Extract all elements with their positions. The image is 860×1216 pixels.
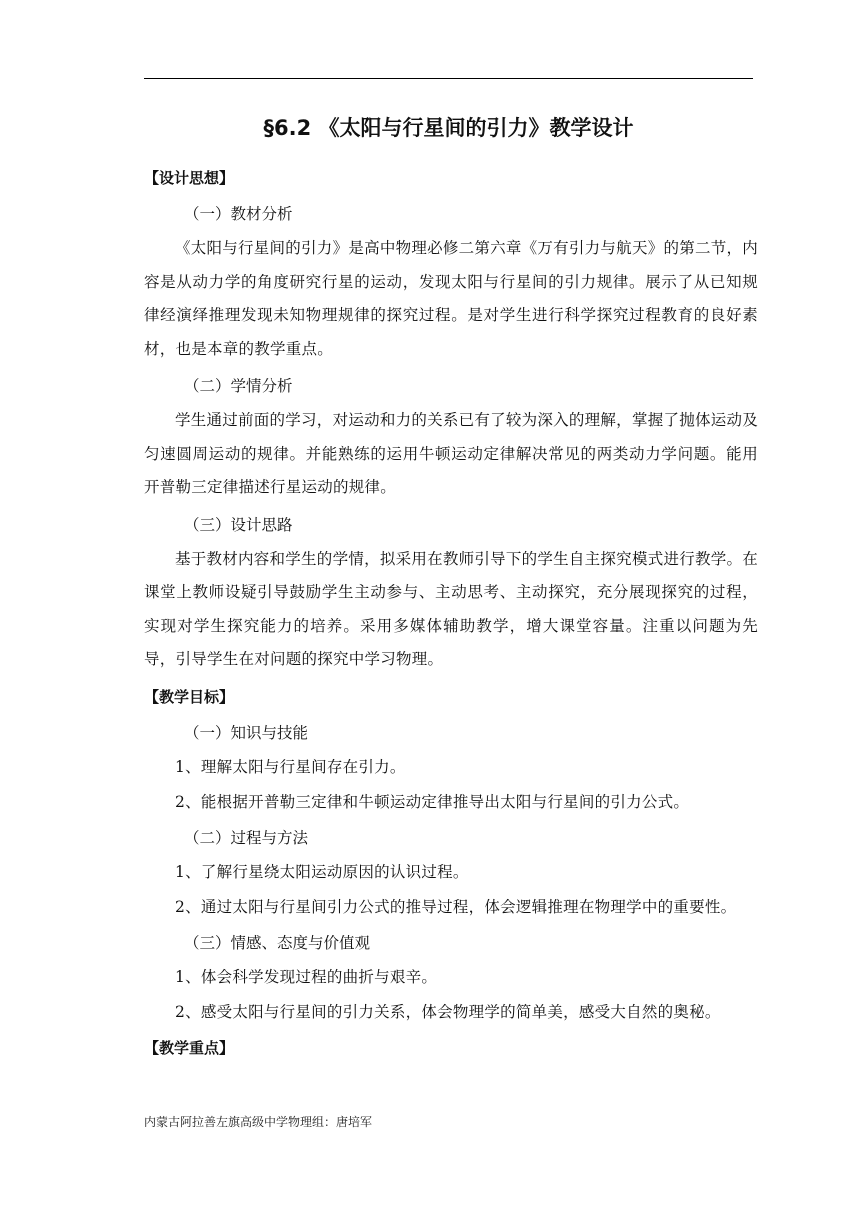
paragraph-textbook-analysis: 《太阳与行星间的引力》是高中物理必修二第六章《万有引力与航天》的第二节，内容是从动力学的角度研究行星的运动，发现太阳与行星间的引力规律。展示了从已知规律经演绎推理发现未知物理规律的探究过程。是对学生进行科学探究过程教育的良好素材，也是本章的教学重点。 xyxy=(144,239,758,358)
section-heading-design: 【设计思想】 xyxy=(144,169,235,187)
subheading-values: （三）情感、态度与价值观 xyxy=(184,933,371,952)
header-rule xyxy=(144,78,753,79)
paragraph-student-analysis: 学生通过前面的学习，对运动和力的关系已有了较为深入的理解，掌握了抛体运动及匀速圆周运动的规律。并能熟练的运用牛顿运动定律解决常见的两类动力学问题。能用开普勒三定律描述行星运动的规律。 xyxy=(144,411,758,496)
subheading-process-methods: （二）过程与方法 xyxy=(184,828,309,847)
goal-item-process-1: 1、了解行星绕太阳运动原因的认识过程。 xyxy=(175,862,469,881)
document-title: §6.2 《太阳与行星间的引力》教学设计 xyxy=(263,116,634,140)
subheading-knowledge-skills: （一）知识与技能 xyxy=(184,723,309,742)
subheading-textbook-analysis: （一）教材分析 xyxy=(184,205,293,223)
subheading-student-analysis: （二）学情分析 xyxy=(184,377,293,395)
goal-item-process-2: 2、通过太阳与行星间引力公式的推导过程，体会逻辑推理在物理学中的重要性。 xyxy=(175,898,737,916)
document-body xyxy=(144,166,758,1072)
page-footer: 内蒙古阿拉善左旗高级中学物理组：唐培军 xyxy=(144,1115,373,1129)
paragraph-design-approach: 基于教材内容和学生的学情，拟采用在教师引导下的学生自主探究模式进行教学。在课堂上教师设疑引导鼓励学生主动参与、主动思考、主动探究，充分展现探究的过程，实现对学生探究能力的培养。采用多媒体辅助教学，增大课堂容量。注重以问题为先导，引导学生在对问题的探究中学习物理。 xyxy=(144,549,758,668)
section-heading-key-points: 【教学重点】 xyxy=(144,1038,235,1057)
goal-item-knowledge-1: 1、理解太阳与行星间存在引力。 xyxy=(175,757,406,776)
subheading-design-approach: （三）设计思路 xyxy=(184,515,293,534)
goal-item-values-2: 2、感受太阳与行星间的引力关系，体会物理学的简单美，感受大自然的奥秘。 xyxy=(175,1003,721,1021)
section-heading-goals: 【教学目标】 xyxy=(144,687,235,706)
goal-item-knowledge-2: 2、能根据开普勒三定律和牛顿运动定律推导出太阳与行星间的引力公式。 xyxy=(175,793,690,811)
goal-item-values-1: 1、体会科学发现过程的曲折与艰辛。 xyxy=(175,967,438,986)
